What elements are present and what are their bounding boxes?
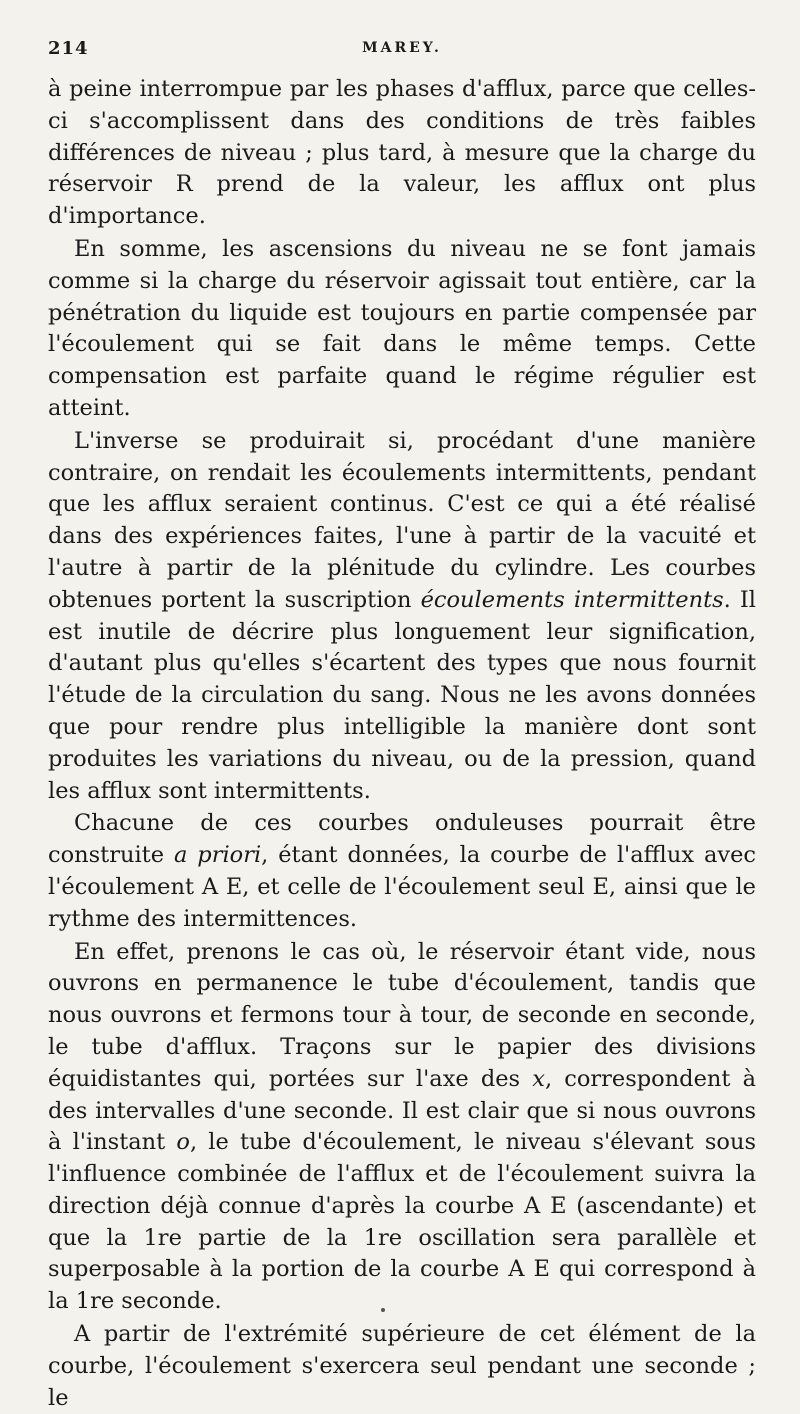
- text-segment: à peine interrompue par les phases d'afflux, parce que celles-ci s'accomplissent dans des conditions de très faibles différences de niveau ; plus tard, à mesure que la charge du réservoir R prend de la valeur, les afflux ont plus d'importance.: [48, 76, 756, 230]
- italic-text: écoulements intermittents: [420, 586, 724, 613]
- italic-text: a priori: [173, 842, 262, 869]
- running-head: MAREY.: [362, 40, 442, 56]
- paragraph: [48, 808, 756, 935]
- text-segment: , correspondent à des intervalles d'une seconde. Il est clair que si nous ouvrons à l'instant: [48, 1065, 756, 1156]
- italic-text: o: [176, 1129, 190, 1156]
- text-segment: . Il est inutile de décrire plus longuement leur signification, d'autant plus qu'elles s'écartent des types que nous fournit l'étude de la circulation du sang. Nous ne les avons données que pour rendre plus intelligible la manière dont sont produites les variations du niveau, ou de la pression, quand les afflux sont intermittents.: [48, 586, 757, 804]
- paragraph: [48, 1319, 756, 1414]
- text-segment: Chacune de ces courbes onduleuses pourrait être construite: [48, 810, 756, 869]
- paragraph: [48, 937, 756, 1319]
- text-segment: A partir de l'extrémité supérieure de cet élément de la courbe, l'écoulement s'exercera seul pendant une seconde ; le: [48, 1321, 756, 1411]
- paragraph: [48, 426, 756, 808]
- footer-mark: [381, 1308, 385, 1312]
- page-header: [48, 32, 756, 62]
- text-segment: En effet, prenons le cas où, le réservoir étant vide, nous ouvrons en permanence le tube d'écoulement, tandis que nous ouvrons et fermons tour à tour, de seconde en seconde, le tube d'afflux. Traçons sur le papier des divisions équidistantes qui, portées sur l'axe des: [48, 938, 756, 1092]
- text-segment: , étant données, la courbe de l'afflux avec l'écoulement A E, et celle de l'écoulement seul E, ainsi que le rythme des intermittences.: [48, 842, 756, 932]
- paragraph: [48, 74, 756, 233]
- text-segment: , le tube d'écoulement, le niveau s'élevant sous l'influence combinée de l'afflux et de l'écoulement suivra la direction déjà connue d'après la courbe A E (ascendante) et que la 1re partie de la 1re oscillation sera parallèle et superposable à la portion de la courbe A E qui correspond à la 1re seconde.: [48, 1129, 756, 1315]
- text-segment: L'inverse se produirait si, procédant d'une manière contraire, on rendait les écoulements intermittents, pendant que les afflux seraient continus. C'est ce qui a été réalisé dans des expériences faites, l'une à partir de la vacuité et l'autre à partir de la plénitude du cylindre. Les courbes obtenues portent la suscription: [48, 427, 756, 613]
- text-segment: En somme, les ascensions du niveau ne se font jamais comme si la charge du réservoir agissait tout entière, car la pénétration du liquide est toujours en partie compensée par l'écoulement qui se fait dans le même temps. Cette compensation est parfaite quand le régime régulier est atteint.: [48, 235, 756, 421]
- body-text: [48, 74, 756, 1414]
- page-number: 214: [48, 38, 89, 59]
- paragraph: [48, 234, 756, 425]
- italic-text: x: [532, 1065, 545, 1092]
